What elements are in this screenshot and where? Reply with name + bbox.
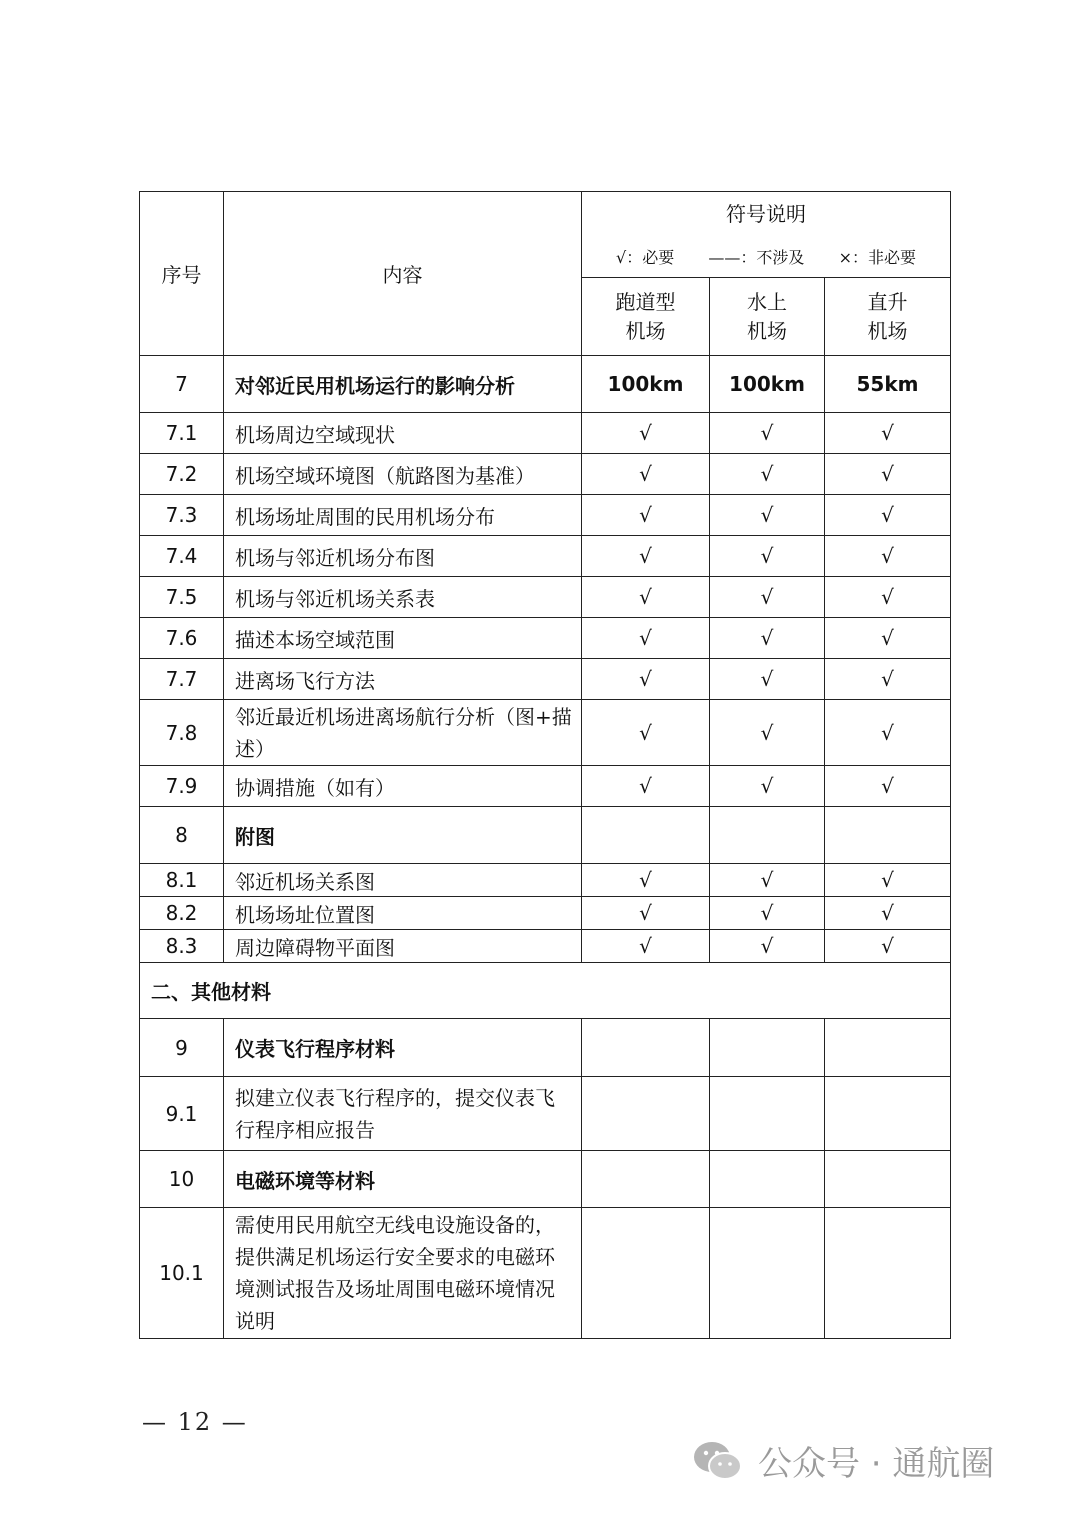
check-mark: √ <box>710 454 825 495</box>
check-mark: √ <box>825 536 951 577</box>
section-8-row <box>140 807 951 864</box>
row-num: 8.2 <box>140 897 224 930</box>
row-num: 7.1 <box>140 413 224 454</box>
check-mark: √ <box>582 864 710 897</box>
check-mark: √ <box>710 766 825 807</box>
table-row <box>140 766 951 807</box>
wechat-icon <box>692 1439 744 1483</box>
row-text: 描述本场空域范围 <box>224 618 582 659</box>
row-num: 7.8 <box>140 700 224 766</box>
check-mark: √ <box>582 659 710 700</box>
section-9-num: 9 <box>140 1019 224 1077</box>
row-text: 机场空域环境图（航路图为基准） <box>224 454 582 495</box>
header-col-water: 水上 机场 <box>710 278 825 356</box>
header-content: 内容 <box>224 192 582 356</box>
section-10-row <box>140 1151 951 1208</box>
check-mark: √ <box>825 897 951 930</box>
check-mark: √ <box>825 413 951 454</box>
table-row <box>140 577 951 618</box>
check-mark: √ <box>582 413 710 454</box>
row-text: 机场与邻近机场关系表 <box>224 577 582 618</box>
page-number: — 12 — <box>142 1408 248 1436</box>
row-text: 周边障碍物平面图 <box>224 930 582 963</box>
check-mark: √ <box>582 700 710 766</box>
table-row <box>140 413 951 454</box>
check-mark: √ <box>710 897 825 930</box>
row-num: 7.2 <box>140 454 224 495</box>
header-col-heli: 直升 机场 <box>825 278 951 356</box>
row-num: 8.3 <box>140 930 224 963</box>
table-row <box>140 700 951 766</box>
table-row <box>140 1208 951 1339</box>
section-9-row <box>140 1019 951 1077</box>
legend-required: √：必要 <box>616 248 675 267</box>
row-text: 机场场址位置图 <box>224 897 582 930</box>
section-7-num: 7 <box>140 356 224 413</box>
check-mark: √ <box>710 930 825 963</box>
table-row <box>140 897 951 930</box>
table-row <box>140 618 951 659</box>
check-mark: √ <box>582 536 710 577</box>
part-2-row <box>140 963 951 1019</box>
row-text: 需使用民用航空无线电设施设备的，提供满足机场运行安全要求的电磁环境测试报告及场址周围电磁环境情况说明 <box>224 1208 582 1339</box>
check-mark: √ <box>825 577 951 618</box>
row-text: 进离场飞行方法 <box>224 659 582 700</box>
watermark-text: 公众号 · 通航圈 <box>758 1444 995 1484</box>
check-mark: √ <box>710 700 825 766</box>
header-col-runway: 跑道型 机场 <box>582 278 710 356</box>
row-num: 8.1 <box>140 864 224 897</box>
table-row <box>140 454 951 495</box>
legend-title: 符号说明 <box>726 202 807 226</box>
section-7-heli: 55km <box>825 356 951 413</box>
row-num: 10.1 <box>140 1208 224 1339</box>
row-num: 7.3 <box>140 495 224 536</box>
check-mark: √ <box>710 618 825 659</box>
section-10-title: 电磁环境等材料 <box>224 1151 582 1208</box>
check-mark: √ <box>582 495 710 536</box>
legend-not-applicable: ——：不涉及 <box>708 248 805 267</box>
check-mark: √ <box>825 700 951 766</box>
row-num: 7.9 <box>140 766 224 807</box>
section-8-num: 8 <box>140 807 224 864</box>
row-text: 机场场址周围的民用机场分布 <box>224 495 582 536</box>
check-mark: √ <box>582 930 710 963</box>
check-mark: √ <box>825 495 951 536</box>
check-mark: √ <box>825 930 951 963</box>
check-mark: √ <box>825 864 951 897</box>
legend-not-required: ×：非必要 <box>838 248 917 267</box>
table-row <box>140 1077 951 1151</box>
section-7-runway: 100km <box>582 356 710 413</box>
section-9-title: 仪表飞行程序材料 <box>224 1019 582 1077</box>
check-mark: √ <box>582 766 710 807</box>
row-text: 协调措施（如有） <box>224 766 582 807</box>
row-text: 拟建立仪表飞行程序的，提交仪表飞行程序相应报告 <box>224 1077 582 1151</box>
check-mark: √ <box>825 659 951 700</box>
check-mark: √ <box>710 413 825 454</box>
table-row <box>140 495 951 536</box>
check-mark: √ <box>710 659 825 700</box>
check-mark: √ <box>710 495 825 536</box>
section-10-num: 10 <box>140 1151 224 1208</box>
section-8-title: 附图 <box>224 807 582 864</box>
check-mark: √ <box>582 897 710 930</box>
check-mark: √ <box>825 618 951 659</box>
check-mark: √ <box>825 454 951 495</box>
check-mark: √ <box>710 577 825 618</box>
row-num: 7.5 <box>140 577 224 618</box>
check-mark: √ <box>582 577 710 618</box>
table-row <box>140 659 951 700</box>
check-mark: √ <box>710 536 825 577</box>
row-num: 9.1 <box>140 1077 224 1151</box>
row-num: 7.4 <box>140 536 224 577</box>
header-legend <box>582 192 951 278</box>
check-mark: √ <box>825 766 951 807</box>
header-seq: 序号 <box>140 192 224 356</box>
check-mark: √ <box>582 618 710 659</box>
row-num: 7.6 <box>140 618 224 659</box>
row-text: 机场周边空域现状 <box>224 413 582 454</box>
watermark <box>692 1436 994 1485</box>
table-row <box>140 930 951 963</box>
row-text: 机场与邻近机场分布图 <box>224 536 582 577</box>
row-text: 邻近机场关系图 <box>224 864 582 897</box>
requirements-table <box>139 191 951 1339</box>
check-mark: √ <box>710 864 825 897</box>
table-row <box>140 536 951 577</box>
table-row <box>140 864 951 897</box>
part-2-heading: 二、其他材料 <box>140 963 951 1019</box>
check-mark: √ <box>582 454 710 495</box>
section-7-water: 100km <box>710 356 825 413</box>
section-7-row <box>140 356 951 413</box>
row-num: 7.7 <box>140 659 224 700</box>
row-text: 邻近最近机场进离场航行分析（图+描述） <box>224 700 582 766</box>
legend-items <box>582 245 950 268</box>
section-7-title: 对邻近民用机场运行的影响分析 <box>224 356 582 413</box>
